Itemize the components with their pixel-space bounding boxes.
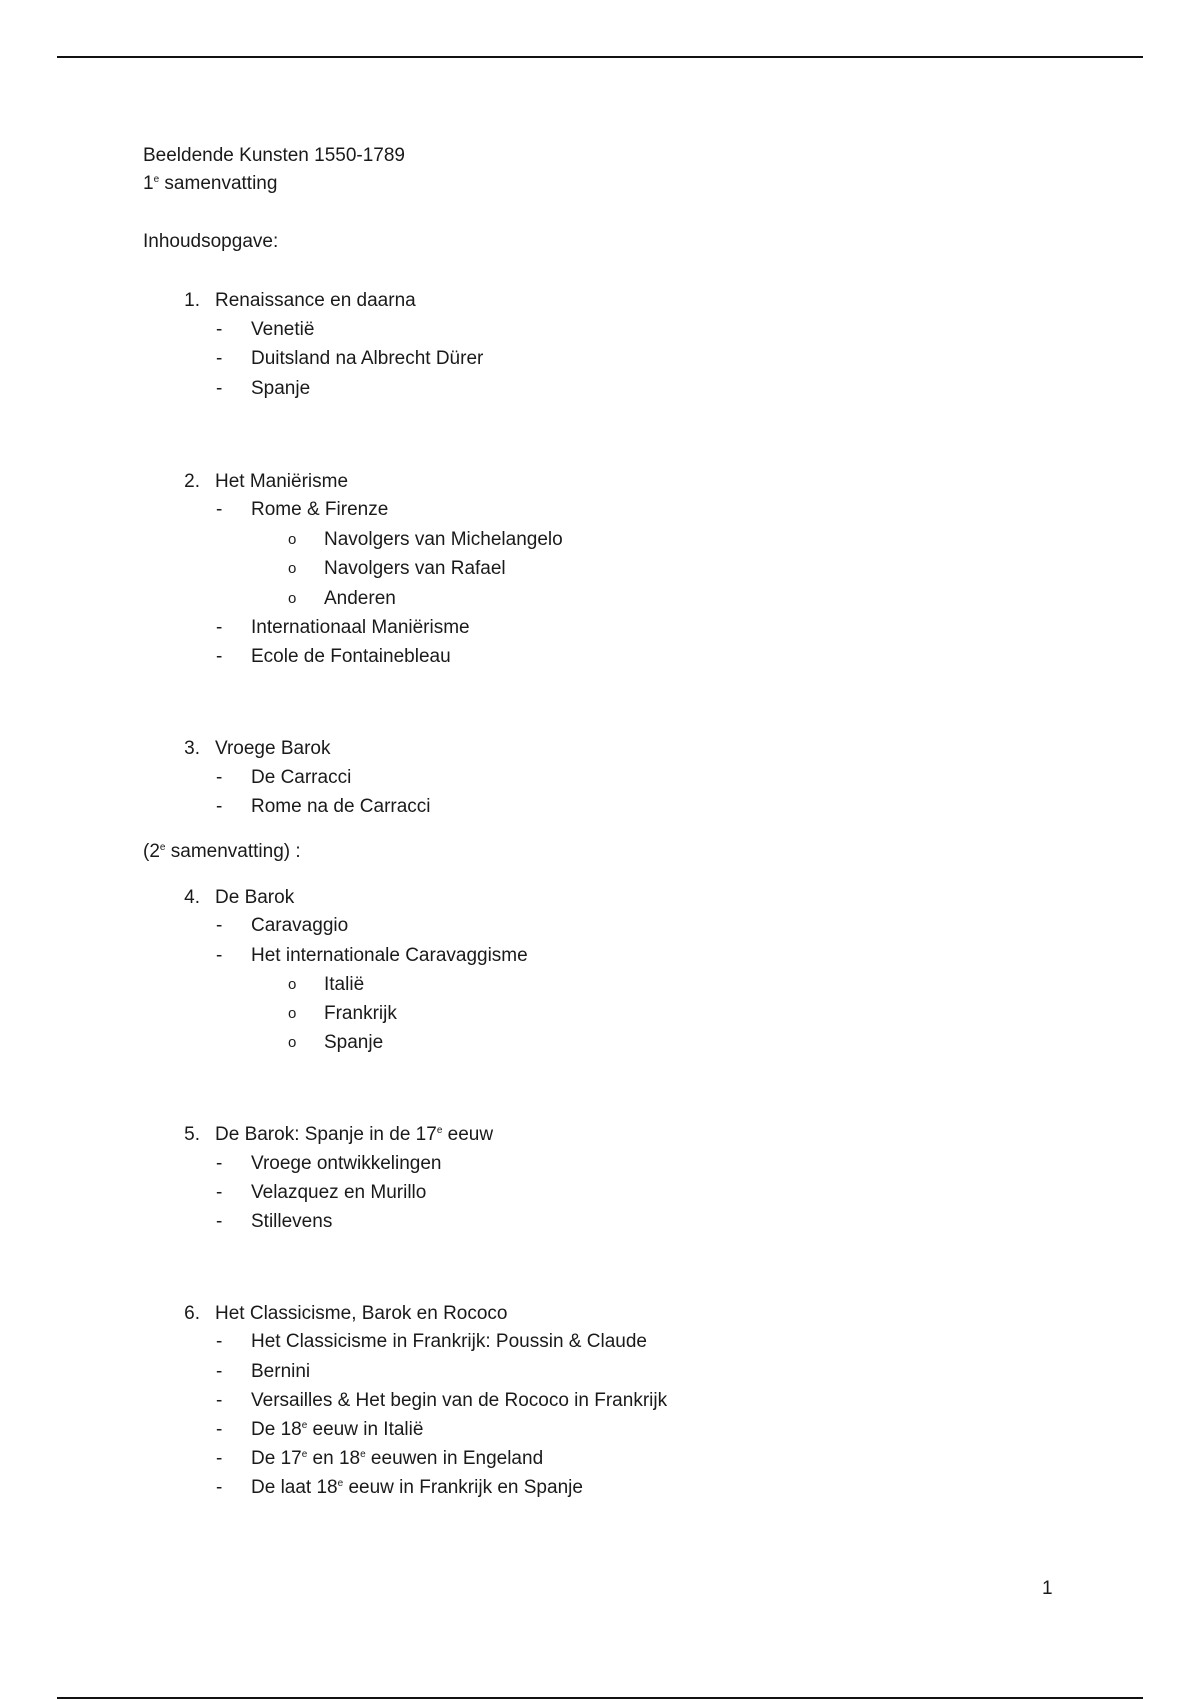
dash-bullet: - xyxy=(216,617,223,638)
list-item: Spanje xyxy=(251,378,311,399)
list-item: Caravaggio xyxy=(251,915,349,936)
footer-rule xyxy=(57,1697,1143,1699)
section-title: Vroege Barok xyxy=(215,738,331,759)
list-item: De 17e en 18e eeuwen in Engeland xyxy=(251,1448,544,1469)
dash-bullet: - xyxy=(216,499,223,520)
sub-list-item: Navolgers van Michelangelo xyxy=(324,529,563,550)
toc-label: Inhoudsopgave: xyxy=(143,231,279,252)
circle-bullet: o xyxy=(288,1034,297,1051)
list-item: Duitsland na Albrecht Dürer xyxy=(251,348,484,369)
dash-bullet: - xyxy=(216,1477,223,1498)
list-item: Rome na de Carracci xyxy=(251,796,431,817)
circle-bullet: o xyxy=(288,1005,297,1022)
section-title: Het Maniërisme xyxy=(215,471,349,492)
dash-bullet: - xyxy=(216,1448,223,1469)
dash-bullet: - xyxy=(216,348,223,369)
list-item: Bernini xyxy=(251,1361,311,1382)
header-rule xyxy=(57,56,1143,58)
page-number: 1 xyxy=(1042,1578,1053,1599)
circle-bullet: o xyxy=(288,590,297,607)
dash-bullet: - xyxy=(216,796,223,817)
dash-bullet: - xyxy=(216,1182,223,1203)
list-item: Het internationale Caravaggisme xyxy=(251,945,528,966)
dash-bullet: - xyxy=(216,1390,223,1411)
dash-bullet: - xyxy=(216,319,223,340)
list-item: De Carracci xyxy=(251,767,352,788)
list-item: De 18e eeuw in Italië xyxy=(251,1419,424,1440)
section-number: 2. xyxy=(184,471,200,492)
list-item: Rome & Firenze xyxy=(251,499,389,520)
section-title: Het Classicisme, Barok en Rococo xyxy=(215,1303,508,1324)
dash-bullet: - xyxy=(216,1211,223,1232)
dash-bullet: - xyxy=(216,646,223,667)
list-item: Internationaal Maniërisme xyxy=(251,617,470,638)
circle-bullet: o xyxy=(288,560,297,577)
dash-bullet: - xyxy=(216,1331,223,1352)
list-item: Velazquez en Murillo xyxy=(251,1182,427,1203)
section-number: 4. xyxy=(184,887,200,908)
dash-bullet: - xyxy=(216,767,223,788)
sub-list-item: Frankrijk xyxy=(324,1003,397,1024)
dash-bullet: - xyxy=(216,1419,223,1440)
sub-list-item: Italië xyxy=(324,974,365,995)
document-subtitle: 1e samenvatting xyxy=(143,173,278,194)
sub-list-item: Anderen xyxy=(324,588,396,609)
list-item: Stillevens xyxy=(251,1211,333,1232)
list-item: Ecole de Fontainebleau xyxy=(251,646,451,667)
circle-bullet: o xyxy=(288,531,297,548)
dash-bullet: - xyxy=(216,1361,223,1382)
second-summary-label: (2e samenvatting) : xyxy=(143,841,301,862)
dash-bullet: - xyxy=(216,915,223,936)
section-number: 1. xyxy=(184,290,200,311)
dash-bullet: - xyxy=(216,1153,223,1174)
list-item: Versailles & Het begin van de Rococo in Frankrijk xyxy=(251,1390,668,1411)
list-item: De laat 18e eeuw in Frankrijk en Spanje xyxy=(251,1477,583,1498)
section-number: 6. xyxy=(184,1303,200,1324)
list-item: Venetië xyxy=(251,319,315,340)
sub-list-item: Navolgers van Rafael xyxy=(324,558,506,579)
section-number: 3. xyxy=(184,738,200,759)
circle-bullet: o xyxy=(288,976,297,993)
section-title: De Barok: Spanje in de 17e eeuw xyxy=(215,1124,494,1145)
section-number: 5. xyxy=(184,1124,200,1145)
section-title: Renaissance en daarna xyxy=(215,290,416,311)
list-item: Vroege ontwikkelingen xyxy=(251,1153,442,1174)
sub-list-item: Spanje xyxy=(324,1032,384,1053)
section-title: De Barok xyxy=(215,887,295,908)
dash-bullet: - xyxy=(216,945,223,966)
list-item: Het Classicisme in Frankrijk: Poussin & Claude xyxy=(251,1331,647,1352)
dash-bullet: - xyxy=(216,378,223,399)
document-title: Beeldende Kunsten 1550-1789 xyxy=(143,145,406,166)
